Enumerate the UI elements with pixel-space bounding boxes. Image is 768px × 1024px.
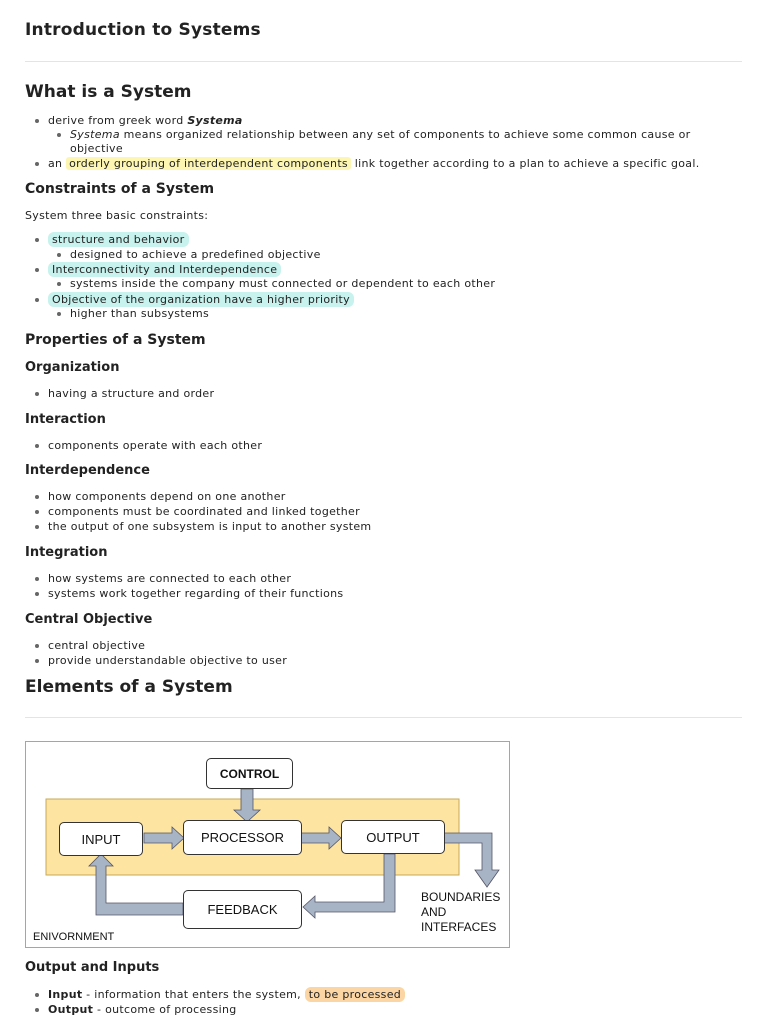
output-box: OUTPUT [341, 820, 445, 854]
list-item [48, 263, 281, 276]
subheading-interaction: Interaction [25, 412, 106, 427]
divider [25, 717, 742, 718]
highlight: to be processed [305, 987, 405, 1002]
list-item: how systems are connected to each other [48, 572, 292, 585]
list-item: components operate with each other [48, 439, 263, 452]
list-item: Systema means organized relationship between any set of components to achieve some common cause or [70, 128, 691, 141]
interfaces-label: INTERFACES [421, 920, 497, 934]
environment-label: ENIVORNMENT [33, 931, 115, 943]
feedback-box: FEEDBACK [183, 890, 302, 929]
list-item: having a structure and order [48, 387, 215, 400]
list-item: higher than subsystems [70, 307, 210, 320]
page-title: Introduction to Systems [25, 20, 261, 40]
section-heading-constraints: Constraints of a System [25, 181, 215, 197]
list-item: designed to achieve a predefined objective [70, 248, 321, 261]
subheading-organization: Organization [25, 360, 120, 375]
section-heading-elements: Elements of a System [25, 677, 233, 697]
list-item: derive from greek word Systema [48, 114, 243, 127]
list-item: the output of one subsystem is input to another system [48, 520, 372, 533]
subheading-central-objective: Central Objective [25, 612, 153, 627]
and-label: AND [421, 905, 447, 919]
list-item: an orderly grouping of interdependent components link together according to a plan to achieve a specific goal. [48, 157, 700, 170]
list-item: how components depend on one another [48, 490, 286, 503]
highlight: Interconnectivity and Interdependence [48, 262, 281, 277]
list-item: Input - information that enters the system, to be processed [48, 988, 405, 1001]
list-item: central objective [48, 639, 146, 652]
list-item: systems work together regarding of their functions [48, 587, 344, 600]
system-elements-diagram [25, 741, 510, 948]
list-item: Output - outcome of processing [48, 1003, 237, 1016]
section-heading-properties: Properties of a System [25, 332, 206, 348]
list-item: provide understandable objective to user [48, 654, 288, 667]
section-heading-what-is: What is a System [25, 82, 192, 102]
highlight: Objective of the organization have a higher priority [48, 292, 354, 307]
divider [25, 61, 742, 62]
highlight: orderly grouping of interdependent components [66, 157, 351, 170]
paragraph: System three basic constraints: [25, 209, 209, 222]
list-item: systems inside the company must connected or dependent to each other [70, 277, 496, 290]
list-item-continuation: objective [70, 142, 123, 155]
highlight: structure and behavior [48, 232, 189, 247]
list-item [48, 233, 189, 246]
control-box: CONTROL [206, 758, 293, 789]
subheading-integration: Integration [25, 545, 108, 560]
subheading-interdependence: Interdependence [25, 463, 150, 478]
list-item: components must be coordinated and linked together [48, 505, 360, 518]
boundaries-label: BOUNDARIES [421, 890, 501, 904]
processor-box: PROCESSOR [183, 820, 302, 855]
input-box: INPUT [59, 822, 143, 856]
list-item [48, 293, 354, 306]
subheading-output-inputs: Output and Inputs [25, 960, 160, 975]
